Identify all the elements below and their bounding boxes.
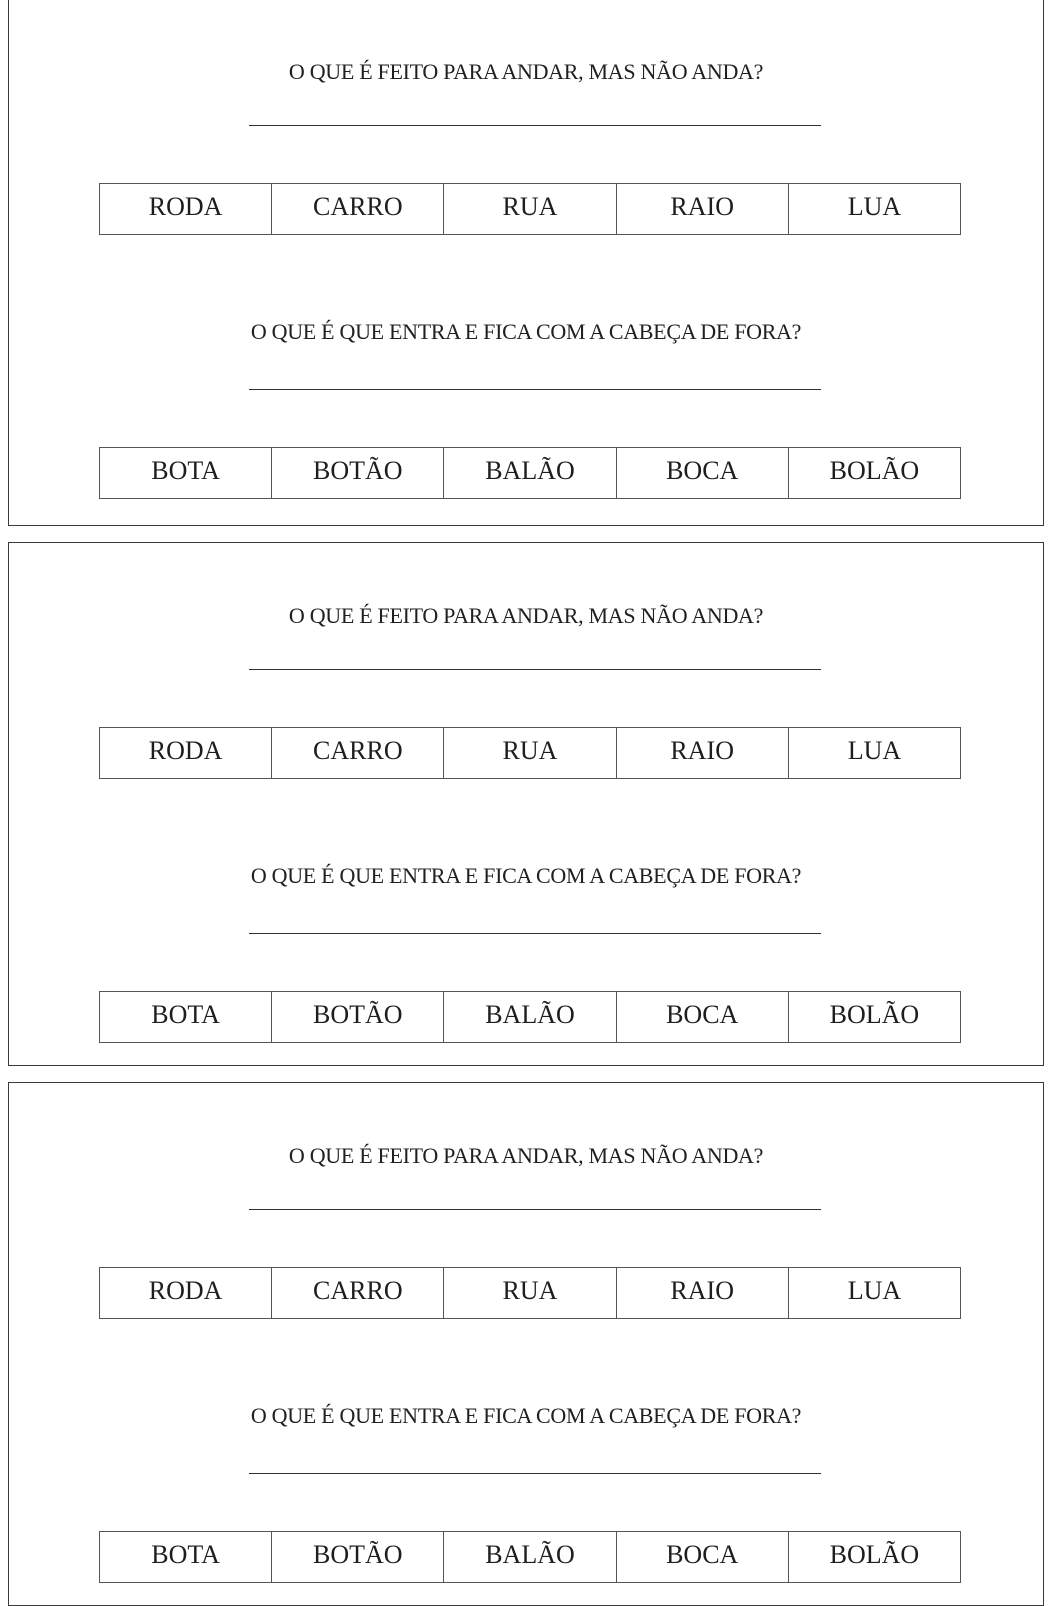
word-option[interactable]: LUA [847,1276,902,1305]
word-option[interactable]: BOLÃO [829,456,920,485]
answer-line[interactable] [249,933,821,934]
riddle-card-3 [8,1082,1044,1606]
word-option[interactable]: CARRO [272,1268,444,1318]
word-option[interactable]: BALÃO [444,992,616,1042]
word-option[interactable]: BOTA [100,992,272,1042]
riddle-question-head: O QUE É QUE ENTRA E FICA COM A CABEÇA DE FORA? [250,1403,802,1428]
word-option[interactable]: BOTA [100,1532,272,1582]
word-option[interactable]: RUA [444,728,616,778]
word-options-row [99,1267,961,1319]
word-options-row [99,183,961,235]
word-options-row [99,1531,961,1583]
riddle-question-walk: O QUE É FEITO PARA ANDAR, MAS NÃO ANDA? [288,59,764,84]
word-option[interactable]: RODA [100,184,272,234]
word-option[interactable]: BOTÃO [272,448,444,498]
word-option[interactable]: CARRO [272,728,444,778]
word-option[interactable]: BOCA [617,992,789,1042]
word-option[interactable]: BOCA [617,448,789,498]
word-option[interactable]: BOTA [100,448,272,498]
word-option[interactable]: CARRO [272,184,444,234]
word-option[interactable]: BOLÃO [829,1000,920,1029]
word-option[interactable]: BALÃO [444,448,616,498]
riddle-question-walk: O QUE É FEITO PARA ANDAR, MAS NÃO ANDA? [288,603,764,628]
word-option[interactable]: RUA [444,184,616,234]
answer-line[interactable] [249,669,821,670]
word-options-row [99,991,961,1043]
word-option[interactable]: BALÃO [444,1532,616,1582]
word-option[interactable]: BOTÃO [272,992,444,1042]
word-option[interactable]: RAIO [617,1268,789,1318]
word-option[interactable]: BOCA [617,1532,789,1582]
riddle-question-head: O QUE É QUE ENTRA E FICA COM A CABEÇA DE FORA? [250,319,802,344]
word-option[interactable]: LUA [847,192,902,221]
riddle-question-walk: O QUE É FEITO PARA ANDAR, MAS NÃO ANDA? [288,1143,764,1168]
word-option[interactable]: BOTÃO [272,1532,444,1582]
riddle-card-2 [8,542,1044,1066]
answer-line[interactable] [249,389,821,390]
answer-line[interactable] [249,125,821,126]
word-option[interactable]: RUA [444,1268,616,1318]
word-options-row [99,447,961,499]
answer-line[interactable] [249,1209,821,1210]
word-options-row [99,727,961,779]
word-option[interactable]: RODA [100,1268,272,1318]
word-option[interactable]: BOLÃO [829,1540,920,1569]
word-option[interactable]: RAIO [617,728,789,778]
riddle-card-1 [8,0,1044,526]
word-option[interactable]: LUA [847,736,902,765]
word-option[interactable]: RAIO [617,184,789,234]
answer-line[interactable] [249,1473,821,1474]
word-option[interactable]: RODA [100,728,272,778]
riddle-question-head: O QUE É QUE ENTRA E FICA COM A CABEÇA DE FORA? [250,863,802,888]
